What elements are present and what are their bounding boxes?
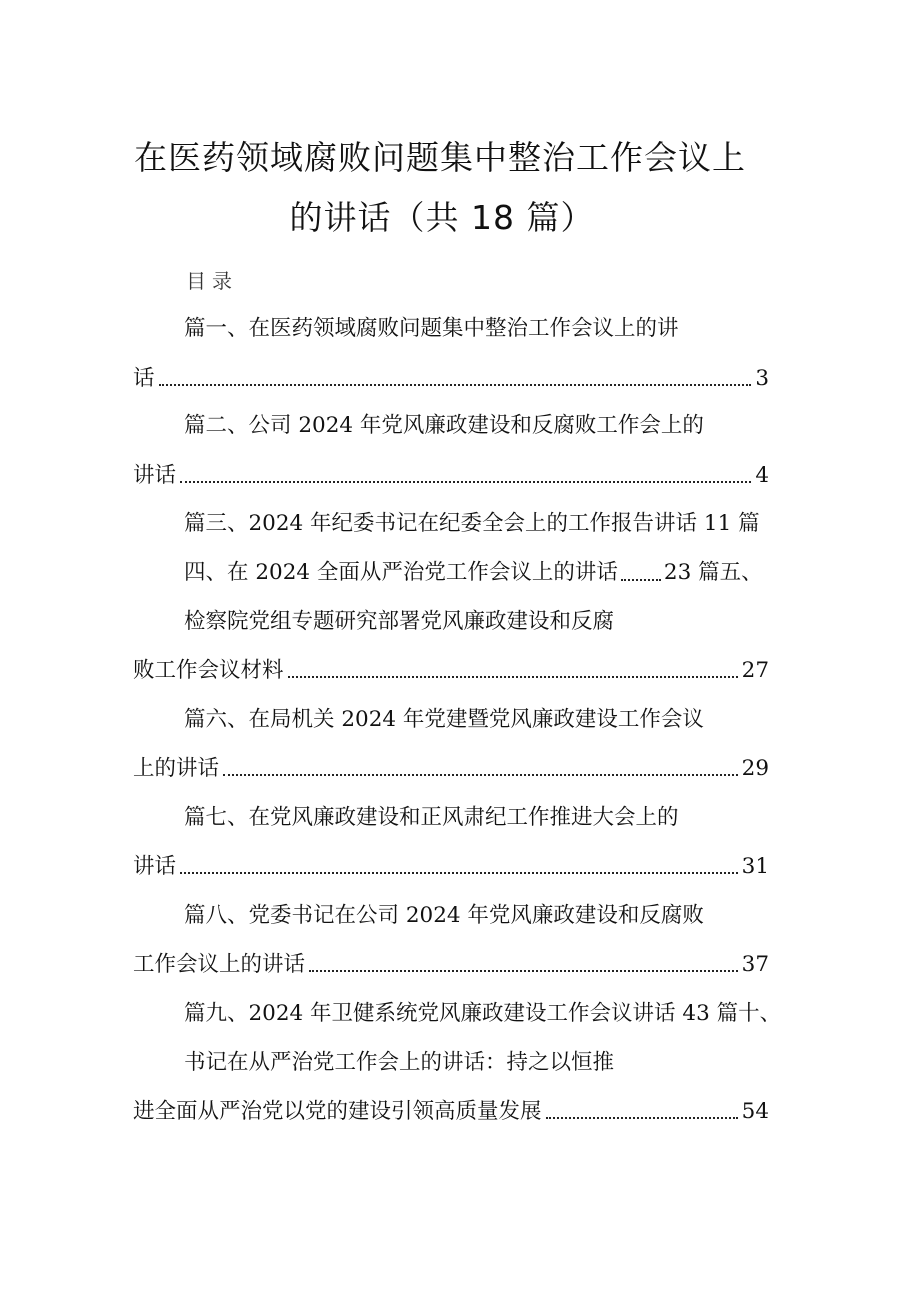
toc-leader-dots — [546, 1117, 738, 1119]
document-title-line-1: 在医药领域腐败问题集中整治工作会议上 — [134, 138, 746, 177]
toc-entry-2-page: 4 — [755, 463, 769, 488]
toc-entry-3[interactable]: 篇三、2024 年纪委书记在纪委全会上的工作报告讲话 11 篇 — [184, 511, 760, 536]
toc-entry-8-line-1[interactable]: 篇八、党委书记在公司 2024 年党风廉政建设和反腐败 — [184, 903, 704, 928]
toc-entry-4[interactable] — [184, 558, 763, 588]
toc-entry-1-page: 3 — [755, 366, 769, 391]
toc-leader-dots — [180, 872, 738, 874]
toc-entry-7-line-2[interactable] — [133, 852, 769, 882]
toc-entry-10-line-1[interactable]: 书记在从严治党工作会上的讲话：持之以恒推 — [184, 1050, 615, 1075]
toc-entry-7-line-1[interactable]: 篇七、在党风廉政建设和正风肃纪工作推进大会上的 — [184, 805, 679, 830]
toc-entry-10-page: 54 — [741, 1099, 769, 1124]
toc-leader-dots — [159, 384, 752, 386]
toc-leader-dots — [621, 579, 661, 581]
toc-entry-2-line-1[interactable]: 篇二、公司 2024 年党风廉政建设和反腐败工作会上的 — [184, 413, 704, 438]
toc-entry-8-page: 37 — [741, 952, 769, 977]
toc-leader-dots — [288, 676, 738, 678]
toc-entry-6-line-1[interactable]: 篇六、在局机关 2024 年党建暨党风廉政建设工作会议 — [184, 707, 704, 732]
toc-entry-1-line-2[interactable] — [133, 364, 769, 394]
toc-entry-5-line-2[interactable] — [133, 656, 769, 686]
toc-entry-8-line-2[interactable] — [133, 950, 769, 980]
toc-entry-7-tail: 讲话 — [133, 854, 177, 879]
toc-entry-9[interactable]: 篇九、2024 年卫健系统党风廉政建设工作会议讲话 43 篇十、 — [184, 1001, 782, 1026]
document-title-line-2: 的讲话（共 18 篇） — [289, 198, 595, 237]
toc-entry-6-page: 29 — [741, 756, 769, 781]
toc-entry-2-line-2[interactable] — [133, 461, 769, 491]
toc-heading: 目录 — [186, 269, 238, 293]
toc-entry-5-tail: 败工作会议材料 — [133, 658, 284, 683]
toc-leader-dots — [223, 774, 738, 776]
toc-entry-5-line-1[interactable]: 检察院党组专题研究部署党风廉政建设和反腐 — [184, 609, 615, 634]
toc-entry-6-tail: 上的讲话 — [133, 756, 220, 781]
toc-entry-2-tail: 讲话 — [133, 463, 177, 488]
toc-entry-4-continuation: 23 篇五、 — [663, 560, 763, 585]
toc-entry-8-tail: 工作会议上的讲话 — [133, 952, 306, 977]
toc-leader-dots — [309, 970, 738, 972]
toc-entry-10-line-2[interactable] — [133, 1097, 769, 1127]
toc-entry-1-line-1[interactable]: 篇一、在医药领域腐败问题集中整治工作会议上的讲 — [184, 316, 679, 341]
toc-entry-7-page: 31 — [741, 854, 769, 879]
toc-leader-dots — [180, 481, 751, 483]
toc-entry-5-page: 27 — [741, 658, 769, 683]
toc-entry-6-line-2[interactable] — [133, 754, 769, 784]
toc-entry-10-tail: 进全面从严治党以党的建设引领高质量发展 — [133, 1099, 542, 1124]
toc-entry-4-text: 四、在 2024 全面从严治党工作会议上的讲话 — [184, 560, 618, 585]
toc-entry-1-tail: 话 — [133, 366, 155, 391]
